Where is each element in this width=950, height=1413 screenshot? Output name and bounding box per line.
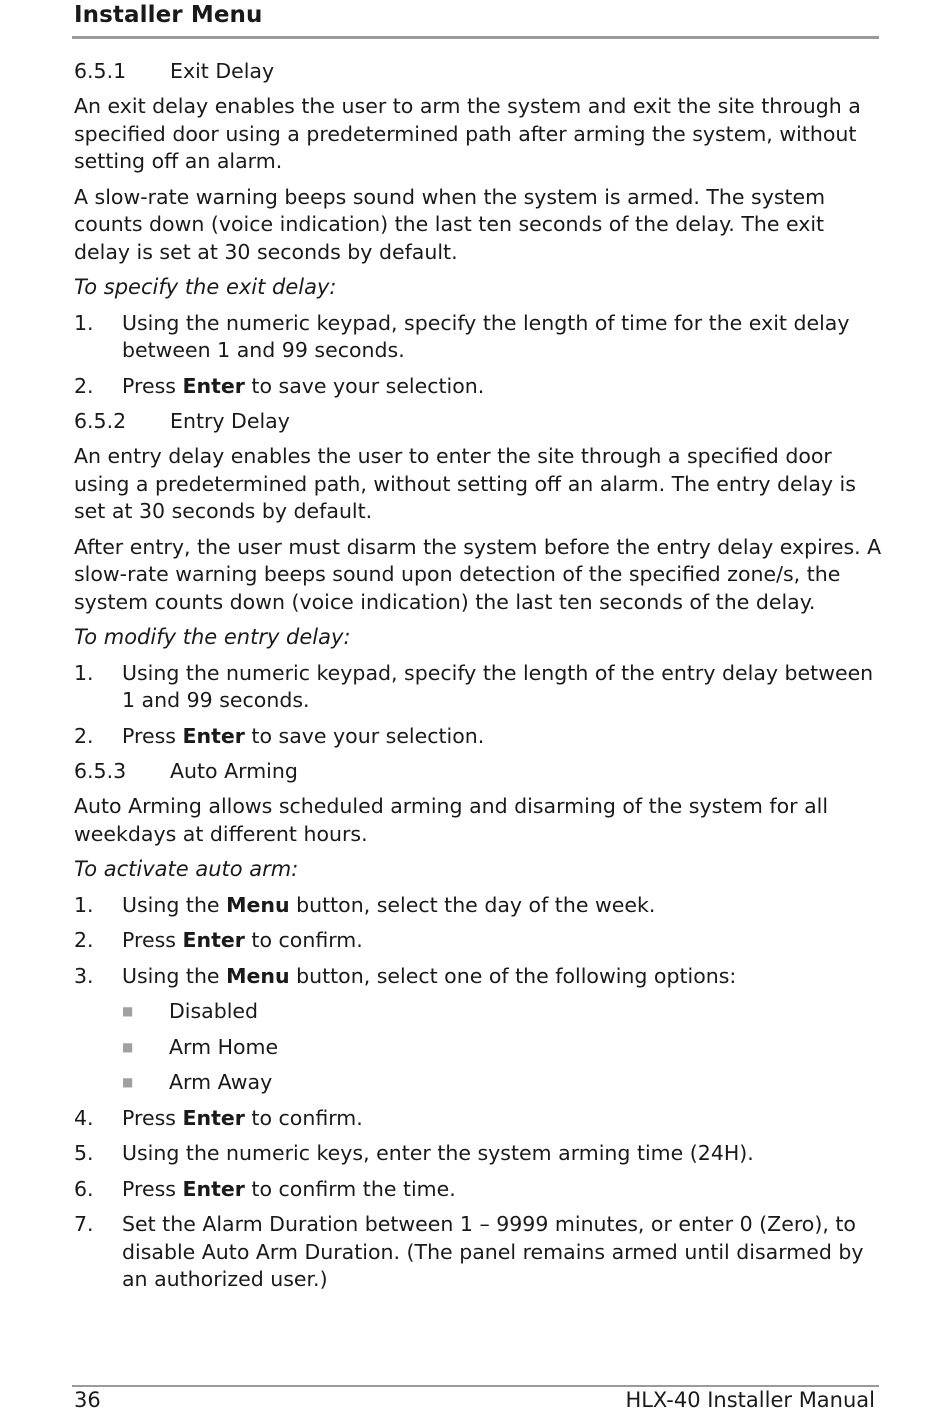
procedure-title: To specify the exit delay: [74, 275, 337, 299]
section-title: Entry Delay [170, 409, 290, 433]
step-key-term: Menu [226, 963, 290, 988]
step-number: 7. [74, 1212, 94, 1236]
step-text-pre: Press [122, 723, 183, 748]
step-text [122, 1176, 884, 1204]
document-title: HLX-40 Installer Manual [625, 1388, 875, 1412]
step-number: 2. [74, 928, 94, 952]
procedure-step [74, 723, 884, 751]
procedure-step [74, 892, 884, 920]
step-number: 1. [74, 660, 94, 685]
step-text-post: to confirm. [244, 1105, 363, 1130]
step-text-post: to confirm the time. [244, 1176, 456, 1201]
step-text-pre: Press [122, 928, 183, 952]
step-text [122, 892, 884, 920]
option-list-item [74, 998, 884, 1026]
option-label: Arm Home [169, 1034, 279, 1059]
step-text-post: button, select the day of the week. [289, 892, 656, 917]
section-heading-entry-delay [74, 408, 884, 435]
step-text [122, 1105, 884, 1133]
step-text [122, 963, 884, 991]
section-title: Exit Delay [170, 59, 275, 83]
procedure-step [74, 310, 884, 365]
step-text-pre: Using the [122, 892, 227, 917]
step-text-post: button, select one of the following options: [289, 963, 737, 988]
option-label: Disabled [169, 999, 259, 1023]
step-text-pre: Using the [122, 963, 227, 988]
option-label: Arm Away [169, 1070, 273, 1094]
square-bullet-icon: ■ [122, 1039, 134, 1054]
step-number: 4. [74, 1105, 94, 1130]
procedure-step [74, 373, 884, 401]
step-text-pre: Press [122, 1176, 183, 1201]
step-key-term: Enter [182, 1105, 245, 1130]
procedure-step [74, 1176, 884, 1204]
procedure-step [74, 927, 884, 955]
square-bullet-icon: ■ [122, 1075, 134, 1089]
page-header-title: Installer Menu [74, 2, 263, 28]
section-title: Auto Arming [170, 759, 298, 783]
step-key-term: Enter [182, 928, 245, 952]
procedure-step [74, 1211, 884, 1294]
step-text [122, 927, 884, 955]
step-text-post: to save your selection. [244, 723, 485, 748]
step-text: Set the Alarm Duration between 1 – 9999 minutes, or enter 0 (Zero), to disable Auto Arm Duration. (The panel remains armed until disarmed by an authorized user.) [122, 1212, 864, 1291]
step-number: 3. [74, 963, 94, 988]
step-text-pre: Press [122, 1105, 183, 1130]
paragraph: After entry, the user must disarm the system before the entry delay expires. A slow-rate warning beeps sound upon detection of the specified zone/s, the system counts down (voice indication) the last ten seconds of the delay. [74, 534, 882, 614]
procedure-title: To modify the entry delay: [74, 625, 351, 649]
step-text-post: to confirm. [244, 928, 363, 952]
procedure-step [74, 1105, 884, 1133]
document-body [74, 58, 884, 1302]
option-list-item [74, 1069, 884, 1097]
step-number: 2. [74, 373, 94, 398]
footer-divider [72, 1385, 879, 1387]
procedure-step [74, 1140, 884, 1168]
procedure-step [74, 660, 884, 715]
step-number: 6. [74, 1176, 94, 1201]
step-number: 2. [74, 723, 94, 748]
paragraph: An exit delay enables the user to arm the system and exit the site through a specified door using a predetermined path after arming the system, without setting off an alarm. [74, 94, 861, 173]
step-text-pre: Press [122, 373, 183, 398]
step-key-term: Menu [226, 892, 290, 917]
step-text [122, 723, 884, 751]
header-divider [72, 36, 879, 39]
step-number: 5. [74, 1141, 94, 1165]
square-bullet-icon: ■ [122, 1004, 134, 1018]
step-key-term: Enter [182, 723, 245, 748]
section-number: 6.5.2 [74, 409, 127, 433]
section-heading-auto-arming [74, 758, 884, 785]
section-number: 6.5.1 [74, 59, 127, 83]
section-number: 6.5.3 [74, 759, 127, 783]
option-list-item [74, 1034, 884, 1062]
procedure-title: To activate auto arm: [74, 857, 299, 881]
paragraph: Auto Arming allows scheduled arming and disarming of the system for all weekdays at different hours. [74, 794, 829, 846]
step-text-post: to save your selection. [244, 373, 485, 398]
section-heading-exit-delay [74, 58, 884, 85]
step-text: Using the numeric keypad, specify the length of the entry delay between 1 and 99 seconds. [122, 660, 874, 712]
paragraph: A slow-rate warning beeps sound when the system is armed. The system counts down (voice indication) the last ten seconds of the delay. The exit delay is set at 30 seconds by default. [74, 184, 826, 264]
step-text: Using the numeric keys, enter the system arming time (24H). [122, 1141, 754, 1165]
step-key-term: Enter [182, 373, 245, 398]
step-key-term: Enter [182, 1176, 245, 1201]
step-number: 1. [74, 310, 94, 335]
step-number: 1. [74, 892, 94, 917]
step-text: Using the numeric keypad, specify the length of time for the exit delay between 1 and 99 seconds. [122, 310, 850, 362]
paragraph: An entry delay enables the user to enter the site through a specified door using a predetermined path, without setting off an alarm. The entry delay is set at 30 seconds by default. [74, 444, 856, 523]
step-text [122, 373, 884, 401]
procedure-step [74, 963, 884, 991]
page-number: 36 [74, 1388, 101, 1412]
